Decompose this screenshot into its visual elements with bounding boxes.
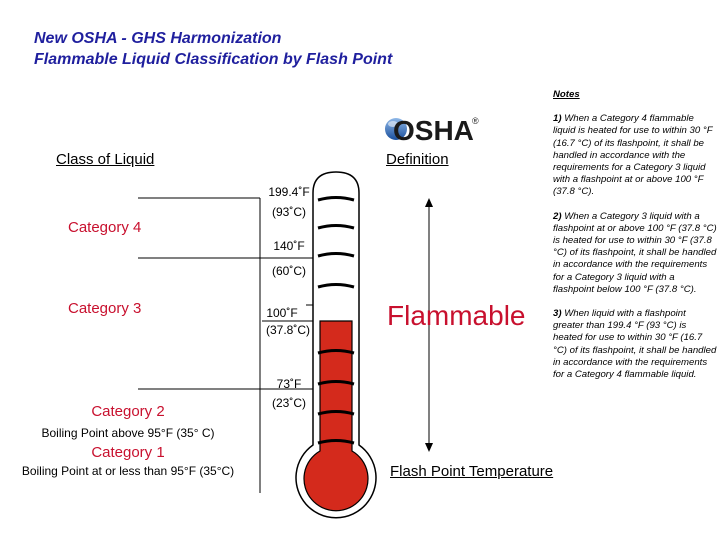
notes-title: Notes bbox=[553, 89, 580, 100]
note-3-text: When liquid with a flashpoint greater than 199.4 °F (93 °C) is heated for use to within 30 °F (16.7 °C) of its flashpoint, it shall be handled in accordance with the requirements for a Category 4 flammable liquid. bbox=[553, 308, 717, 381]
temp-73-f: 73˚F bbox=[276, 377, 302, 391]
temp-100-f: 100˚F bbox=[266, 306, 298, 320]
category-1-description: Boiling Point at or less than 95°F (35°C) bbox=[21, 464, 235, 478]
arrow-head-top bbox=[425, 198, 433, 207]
temp-93-c: (93˚C) bbox=[271, 205, 306, 219]
temp-140-f: 140˚F bbox=[273, 239, 305, 253]
note-1-text: When a Category 4 flammable liquid is heated for use to within 30 °F (16.7 °C) of its flashpoint, it shall be handled in accordance with the requirements for a Category 3 liquid with a flashpoint at or above 100 °F (37.8 °C). bbox=[553, 113, 713, 198]
temp-23-c: (23˚C) bbox=[271, 396, 306, 410]
flammable-label: Flammable bbox=[387, 300, 526, 331]
title-line-2: Flammable Liquid Classification by Flash Point bbox=[34, 51, 393, 68]
temp-60-c: (60˚C) bbox=[271, 264, 306, 278]
category-2-label: Category 2 bbox=[91, 403, 165, 420]
category-4-label: Category 4 bbox=[68, 219, 142, 236]
flash-point-temperature-heading: Flash Point Temperature bbox=[390, 463, 554, 480]
title-line-1: New OSHA - GHS Harmonization bbox=[34, 30, 282, 47]
category-1-label: Category 1 bbox=[91, 444, 165, 461]
temp-199-f: 199.4˚F bbox=[268, 185, 310, 199]
definition-heading: Definition bbox=[386, 151, 449, 168]
note-1-number: 1) bbox=[553, 113, 562, 125]
note-3-number: 3) bbox=[553, 308, 562, 320]
osha-registered-mark: ® bbox=[472, 116, 479, 126]
category-3-label: Category 3 bbox=[68, 300, 142, 317]
class-of-liquid-heading: Class of Liquid bbox=[56, 151, 155, 168]
arrow-head-bottom bbox=[425, 443, 433, 452]
note-2-number: 2) bbox=[553, 210, 562, 222]
temp-37-8-c: (37.8˚C) bbox=[265, 323, 310, 337]
osha-logo-text: OSHA bbox=[393, 115, 474, 146]
notes-panel bbox=[553, 89, 717, 381]
category-2-description: Boiling Point above 95°F (35° C) bbox=[41, 426, 215, 440]
note-2-text: When a Category 3 liquid with a flashpoint at or above 100 °F (37.8 °C) is heated for use to within 30 °F (37.8 °C) of its flashpoint, it shall be handled in accordance with the requirements for a Category 3 liquid with a flashpoint below 100 °F (37.8 °C). bbox=[553, 210, 717, 295]
